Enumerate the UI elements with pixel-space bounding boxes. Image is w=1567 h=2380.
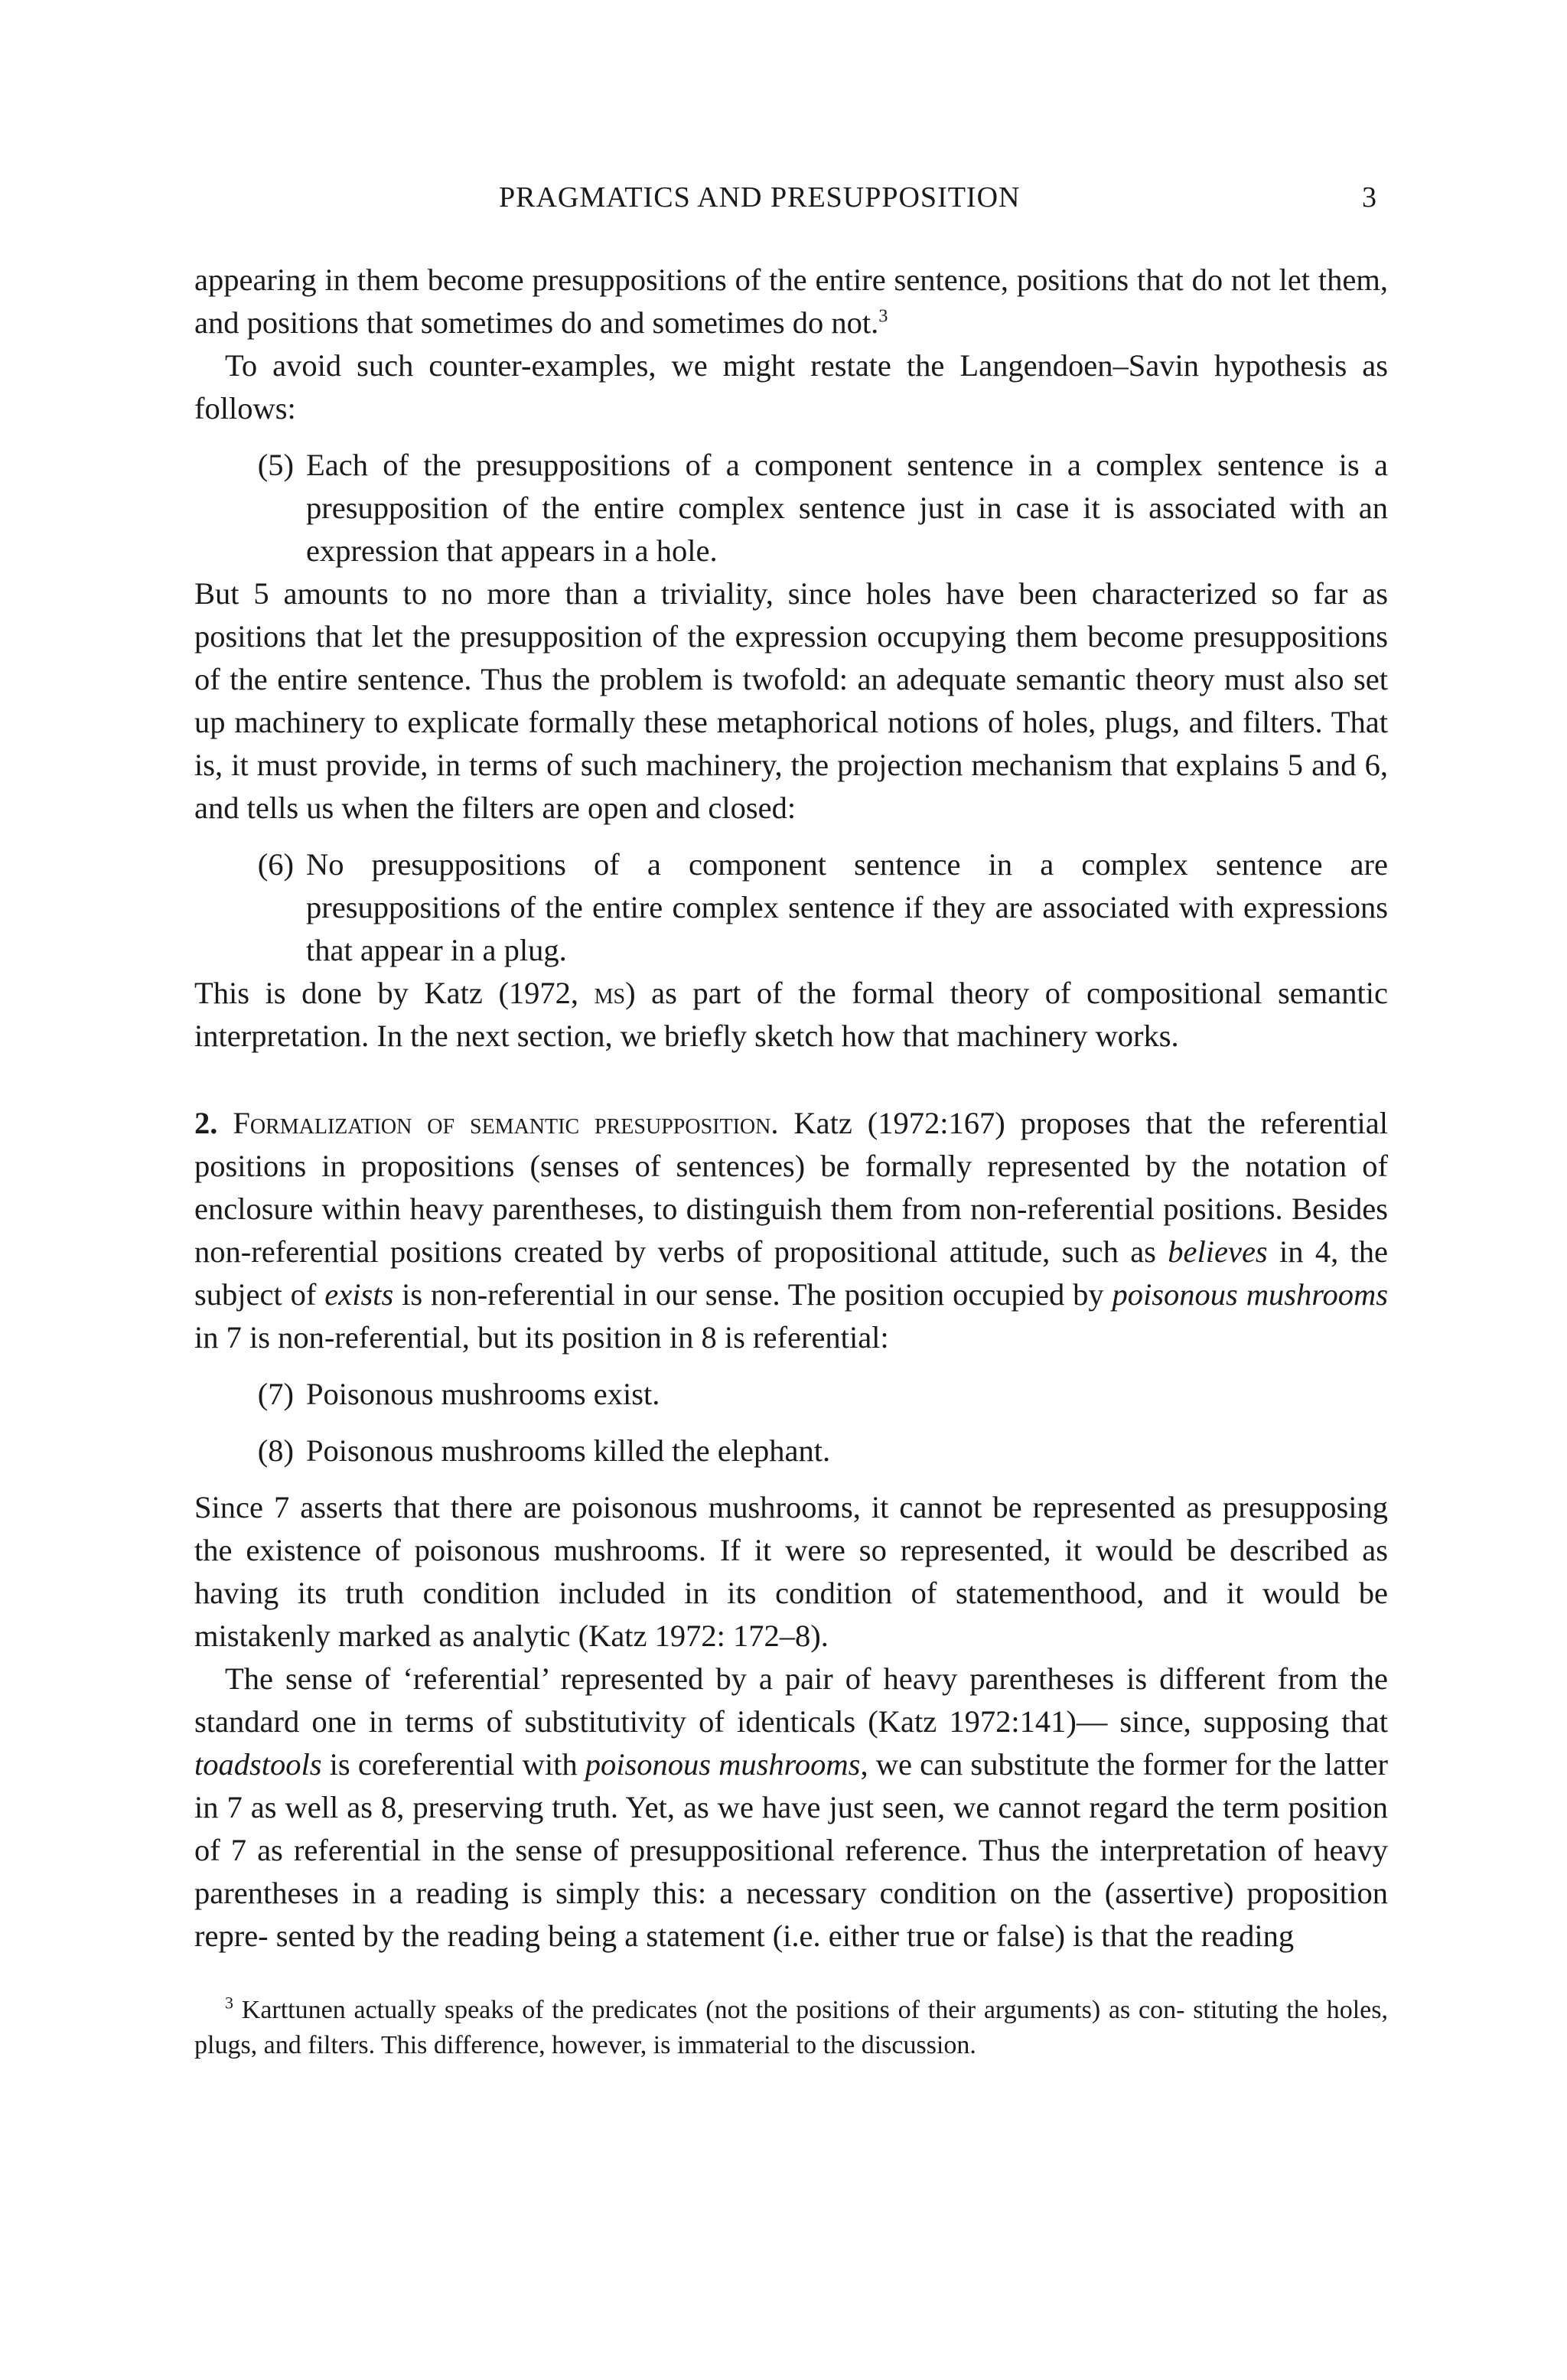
- section-2-number: 2.: [194, 1106, 218, 1140]
- italic-toadstools: toadstools: [194, 1747, 322, 1782]
- footnote-text: Karttunen actually speaks of the predicates (not the positions of their arguments) as con- stituting the holes, plugs, and filters. This difference, however, is immaterial to the discussion.: [194, 1996, 1388, 2059]
- italic-exists: exists: [324, 1277, 394, 1312]
- paragraph-5-text-a: Katz (1972:167) proposes that the referential positions in propositions (senses of sentences) be formally represented by the notation of enclosure within heavy parentheses, to distinguish them from non-referential positions. Besides non-referential positions created by verbs of propositional attitude, such as: [194, 1106, 1389, 1269]
- footnote-3: [194, 1993, 1388, 2063]
- example-7: [194, 1373, 1388, 1416]
- example-5-number: (5): [257, 448, 294, 482]
- footnote-mark: 3: [225, 1993, 233, 2013]
- example-6: [194, 843, 1388, 972]
- section-2-title: Formalization of semantic presupposition.: [233, 1106, 779, 1140]
- footnote-reference: 3: [878, 306, 888, 327]
- paragraph-7-text-c: , we can substitute the former for the latter in 7 as well as 8, preserving truth. Yet, as we have just seen, we cannot regard the term position of 7 as referential in the sense of presuppositional reference. Thus the interpretation of heavy parentheses in a reading is simply this: a necessary condition on the (assertive) proposition repre- sented by the reading being a statement (i.e. either true or false) is that the reading: [194, 1747, 1388, 1953]
- example-5-text: Each of the presuppositions of a component sentence in a complex sentence is a presupposition of the entire complex sentence just in case it is associated with an expression that appears in a hole.: [306, 448, 1388, 568]
- paragraph-5-text-b: in 4, the subject of: [194, 1234, 1389, 1312]
- paragraph-5-text-c: is non-referential in our sense. The position occupied by: [393, 1277, 1113, 1312]
- paragraph-3: But 5 amounts to no more than a triviality, since holes have been characterized so far as positions that let the presupposition of the expression occupying them become presuppositions of the entire sentence. Thus the problem is twofold: an adequate semantic theory must also set up machinery to explicate formally these metaphorical notions of holes, plugs, and filters. That is, it must provide, in terms of such machinery, the projection mechanism that explains 5 and 6, and tells us when the filters are open and closed:: [194, 576, 1388, 825]
- example-5: [194, 444, 1388, 572]
- paragraph-1: [194, 259, 1388, 344]
- example-6-text: No presuppositions of a component sentence in a complex sentence are presuppositions of the entire complex sentence if they are associated with expressions that appear in a plug.: [306, 847, 1388, 967]
- running-title: PRAGMATICS AND PRESUPPOSITION: [499, 181, 1021, 214]
- paragraph-2: To avoid such counter-examples, we might restate the Langendoen–Savin hypothesis as follows:: [194, 348, 1388, 425]
- paragraph-7-text-a: The sense of ‘referential’ represented by a pair of heavy parentheses is different from the standard one in terms of substitutivity of identicals (Katz 1972:141)— since, supposing that: [194, 1661, 1388, 1739]
- paragraph-7: [194, 1658, 1388, 1958]
- paragraph-1-text: appearing in them become presuppositions of the entire sentence, positions that do not let them, and positions that sometimes do and sometimes do not.: [194, 262, 1388, 340]
- example-7-text: Poisonous mushrooms exist.: [306, 1377, 660, 1411]
- example-8-number: (8): [257, 1433, 294, 1468]
- paragraph-4-text-b: ) as part of the formal theory of compositional semantic interpretation. In the next section, we briefly sketch how that machinery works.: [194, 976, 1388, 1053]
- example-7-number: (7): [257, 1377, 294, 1411]
- example-8-text: Poisonous mushrooms killed the elephant.: [306, 1433, 831, 1468]
- italic-poisonous-mushrooms: poisonous mushrooms: [1112, 1277, 1388, 1312]
- italic-poisonous-mushrooms-2: poisonous mushrooms: [585, 1747, 861, 1782]
- example-8: [194, 1430, 1388, 1472]
- page-number: 3: [1362, 181, 1377, 214]
- paragraph-7-text-b: is coreferential with: [321, 1747, 585, 1782]
- ms-abbreviation: ms: [594, 976, 626, 1010]
- body-text: [194, 259, 1388, 1958]
- italic-believes: believes: [1168, 1234, 1268, 1269]
- paragraph-4: [194, 972, 1388, 1058]
- paragraph-6: Since 7 asserts that there are poisonous mushrooms, it cannot be represented as presupposing the existence of poisonous mushrooms. If it were so represented, it would be described as having its truth condition included in its condition of statementhood, and it would be mistakenly marked as analytic (Katz 1972: 172–8).: [194, 1490, 1388, 1653]
- paragraph-4-text-a: This is done by Katz (1972,: [194, 976, 595, 1010]
- example-6-number: (6): [257, 847, 294, 882]
- section-2-paragraph: [194, 1102, 1388, 1359]
- footnote: [194, 1993, 1388, 2063]
- paragraph-5-text-d: in 7 is non-referential, but its position in 8 is referential:: [194, 1320, 889, 1355]
